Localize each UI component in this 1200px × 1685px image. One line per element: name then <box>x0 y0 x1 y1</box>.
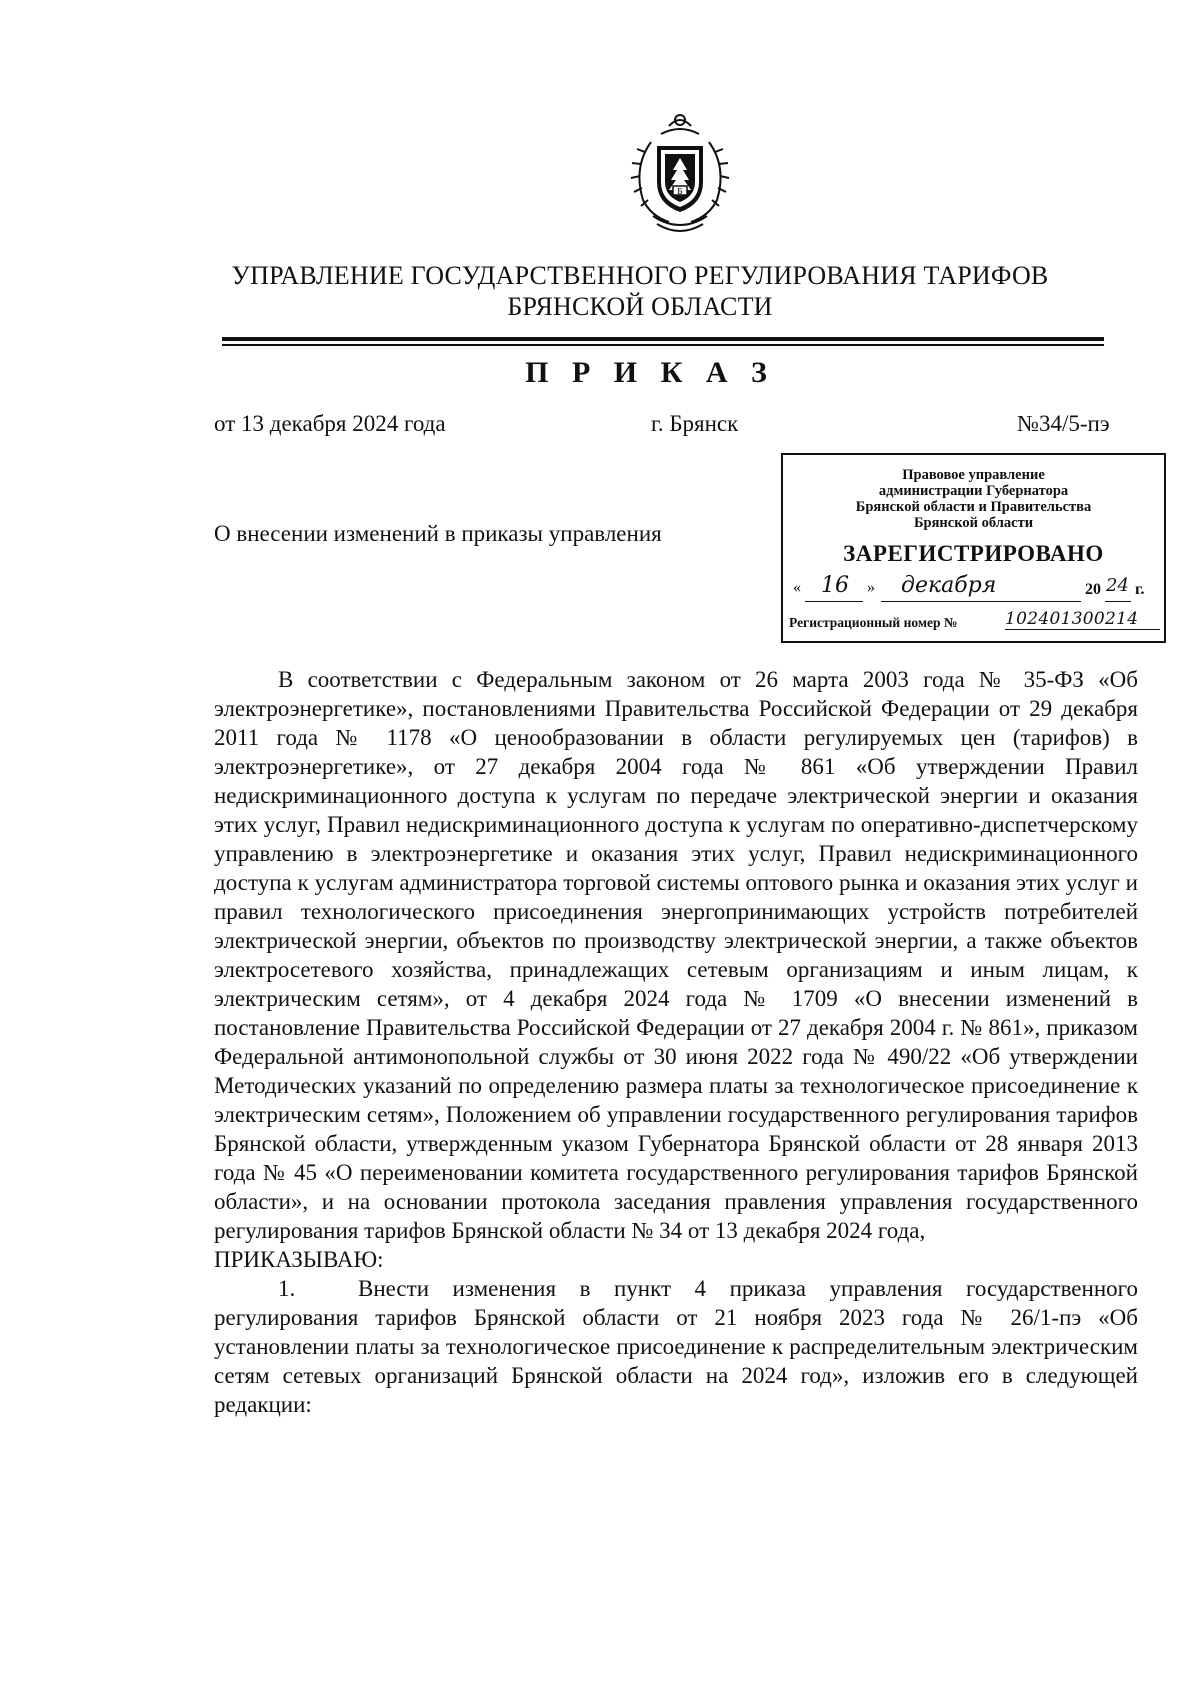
document-date: от 13 декабря 2024 года <box>214 411 446 436</box>
header-divider-thick <box>222 337 1104 341</box>
coat-of-arms-icon <box>621 112 739 234</box>
header-divider-thin <box>222 344 1104 346</box>
stamp-regnum-label: Регистрационный номер № <box>789 615 958 630</box>
stamp-line-2: администрации Губернатора <box>878 483 1069 499</box>
document-type: П Р И К А З <box>525 356 775 389</box>
stamp-day: 16 <box>821 573 849 598</box>
order-item-1 <box>214 1274 1138 1419</box>
stamp-line-3: Брянской области и Правительства <box>855 499 1092 515</box>
stamp-year-suffix: 24 <box>1106 575 1129 596</box>
stamp-line-1: Правовое управление <box>902 467 1045 483</box>
document-subject: О внесении изменений в приказы управления <box>214 521 662 546</box>
stamp-regnum-value: 102401300214 <box>1005 609 1160 630</box>
svg-text:Б: Б <box>677 187 683 196</box>
order-word: ПРИКАЗЫВАЮ: <box>214 1247 384 1272</box>
registration-stamp <box>781 453 1166 643</box>
stamp-year-unit: г. <box>1135 581 1145 598</box>
stamp-date-row: « 16 » декабря 20 24 г. <box>793 575 1158 605</box>
document-city: г. Брянск <box>651 411 739 436</box>
document-number: №34/5-пэ <box>1017 411 1110 436</box>
document-body <box>214 665 1138 1419</box>
organization-title-line1: УПРАВЛЕНИЕ ГОСУДАРСТВЕННОГО РЕГУЛИРОВАНИЯ ТАРИФОВ <box>231 261 1049 290</box>
organization-title <box>200 260 1080 322</box>
stamp-line-4: Брянской области <box>913 515 1034 531</box>
stamp-month: декабря <box>901 573 997 598</box>
order-item-1-text: Внести изменения в пункт 4 приказа управления государственного регулирования тарифов Брянской области от 21 ноября 2023 года № 26/1-пэ «Об установлении платы за технологическое присоединение к распределительным электрическим сетям сетевых организаций Брянской области на 2024 год», изложив его в следующей редакции: <box>214 1276 1138 1417</box>
stamp-registered: ЗАРЕГИСТРИРОВАНО <box>843 541 1104 566</box>
order-item-1-number: 1. <box>278 1276 296 1301</box>
stamp-year-prefix: 20 <box>1085 581 1101 598</box>
organization-title-line2: БРЯНСКОЙ ОБЛАСТИ <box>507 292 773 321</box>
preamble-paragraph: В соответствии с Федеральным законом от 26 марта 2003 года № 35-ФЗ «Об электроэнергетике», постановлениями Правительства Российской Федерации от 29 декабря 2011 года № 1178 «О ценообразовании в области регулируемых цен (тарифов) в электроэнергетике», от 27 декабря 2004 года № 861 «Об утверждении Правил недискриминационного доступа к услугам по передаче электрической энергии и оказания этих услуг, Правил недискриминационного доступа к услугам по оперативно-диспетчерскому управлению в электроэнергетике и оказания этих услуг, Правил недискриминационного доступа к услугам администратора торговой системы оптового рынка и оказания этих услуг и правил технологического присоединения энергопринимающих устройств потребителей электрической энергии, объектов по производству электрической энергии, а также объектов электросетевого хозяйства, принадлежащих сетевым организациям и иным лицам, к электрическим сетям», от 4 декабря 2024 года № 1709 «О внесении изменений в постановление Правительства Российской Федерации от 27 декабря 2004 г. № 861», приказом Федеральной антимонопольной службы от 30 июня 2022 года № 490/22 «Об утверждении Методических указаний по определению размера платы за технологическое присоединение к электрическим сетям», Положением об управлении государственного регулирования тарифов Брянской области, утвержденным указом Губернатора Брянской области от 28 января 2013 года № 45 «О переименовании комитета государственного регулирования тарифов Брянской области», и на основании протокола заседания правления управления государственного регулирования тарифов Брянской области № 34 от 13 декабря 2024 года, <box>214 667 1138 1243</box>
